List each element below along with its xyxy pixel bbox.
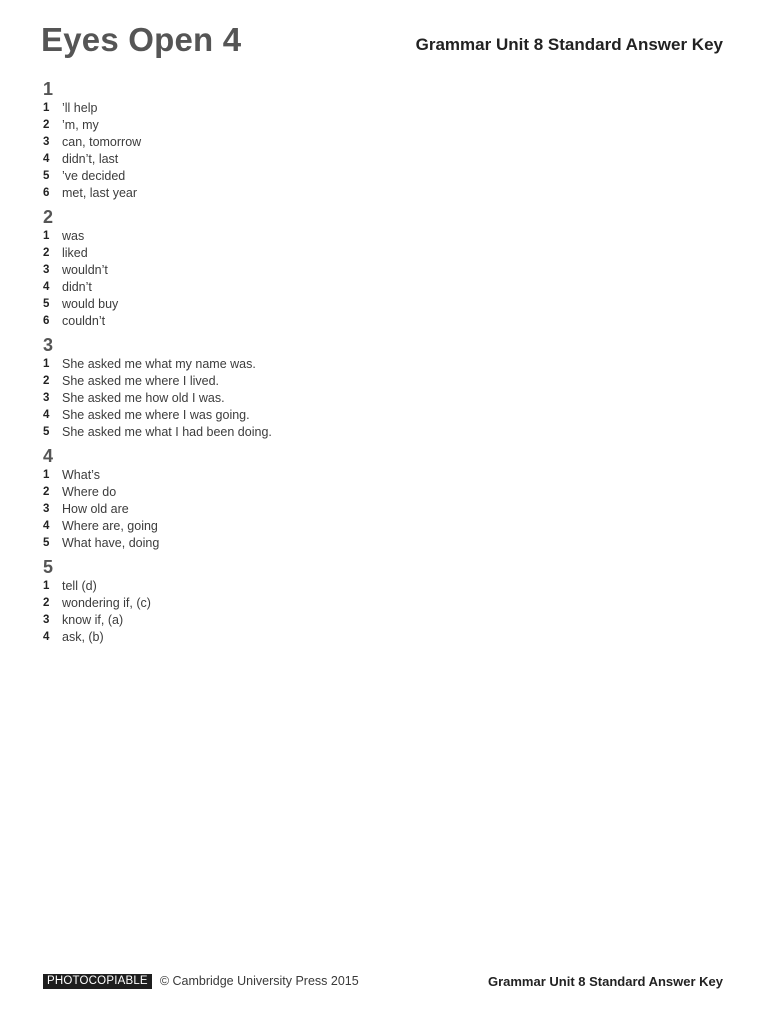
answer-number: 2 [43, 597, 50, 609]
answer-number: 4 [43, 631, 50, 643]
answer-text: met, last year [62, 186, 138, 200]
answer-text: She asked me what I had been doing. [62, 425, 272, 439]
answer-text: wondering if, (c) [62, 596, 151, 610]
answer-item [43, 313, 443, 330]
answer-item [43, 535, 443, 552]
answer-number: 5 [43, 426, 50, 438]
answer-key-content [43, 78, 443, 650]
answer-text: tell (d) [62, 579, 97, 593]
exercise-section [43, 445, 443, 552]
answer-number: 2 [43, 375, 50, 387]
answer-item [43, 424, 443, 441]
answer-item [43, 484, 443, 501]
answer-number: 4 [43, 281, 50, 293]
answer-text: can, tomorrow [62, 135, 142, 149]
answer-text: liked [62, 246, 88, 260]
answer-number: 5 [43, 170, 50, 182]
answer-text: What’s [62, 468, 100, 482]
answer-number: 3 [43, 503, 50, 515]
answer-number: 6 [43, 315, 50, 327]
answer-text: wouldn’t [62, 263, 108, 277]
answer-number: 5 [43, 298, 50, 310]
answer-item [43, 100, 443, 117]
exercise-section [43, 78, 443, 202]
exercise-number: 3 [43, 335, 54, 355]
exercise-number: 2 [43, 207, 54, 227]
answer-text: What have, doing [62, 536, 160, 550]
answer-list [43, 578, 443, 646]
answer-text: would buy [62, 297, 119, 311]
answer-number: 1 [43, 469, 50, 481]
answer-text: know if, (a) [62, 613, 124, 627]
answer-number: 1 [43, 358, 50, 370]
answer-number: 5 [43, 537, 50, 549]
answer-item [43, 151, 443, 168]
answer-number: 4 [43, 520, 50, 532]
answer-item [43, 185, 443, 202]
answer-text: couldn’t [62, 314, 106, 328]
answer-item [43, 373, 443, 390]
answer-text: ’m, my [62, 118, 99, 132]
answer-text: ask, (b) [62, 630, 104, 644]
answer-item [43, 578, 443, 595]
answer-item [43, 595, 443, 612]
answer-text: She asked me what my name was. [62, 357, 256, 371]
answer-number: 3 [43, 392, 50, 404]
brand-title: Eyes Open 4 [41, 21, 242, 58]
footer-title: Grammar Unit 8 Standard Answer Key [487, 973, 723, 989]
answer-item [43, 390, 443, 407]
answer-number: 3 [43, 614, 50, 626]
answer-list [43, 467, 443, 552]
exercise-section [43, 334, 443, 441]
answer-number: 1 [43, 580, 50, 592]
answer-number: 4 [43, 409, 50, 421]
answer-text: Where are, going [62, 519, 158, 533]
answer-item [43, 501, 443, 518]
answer-item [43, 612, 443, 629]
answer-item [43, 228, 443, 245]
answer-number: 2 [43, 119, 50, 131]
answer-number: 1 [43, 102, 50, 114]
answer-list [43, 356, 443, 441]
answer-item [43, 629, 443, 646]
answer-number: 6 [43, 187, 50, 199]
answer-text: ’ve decided [62, 169, 126, 183]
answer-item [43, 296, 443, 313]
exercise-section [43, 556, 443, 646]
answer-item [43, 245, 443, 262]
answer-item [43, 134, 443, 151]
answer-text: She asked me how old I was. [62, 391, 225, 405]
answer-text: Where do [62, 485, 117, 499]
answer-text: didn’t [62, 280, 92, 294]
answer-number: 2 [43, 486, 50, 498]
answer-number: 4 [43, 153, 50, 165]
answer-list [43, 228, 443, 330]
answer-item [43, 279, 443, 296]
answer-text: She asked me where I was going. [62, 408, 250, 422]
answer-number: 3 [43, 136, 50, 148]
answer-list [43, 100, 443, 202]
answer-text: was [62, 229, 85, 243]
answer-item [43, 168, 443, 185]
answer-text: She asked me where I lived. [62, 374, 220, 388]
answer-number: 3 [43, 264, 50, 276]
answer-text: How old are [62, 502, 129, 516]
answer-item [43, 518, 443, 535]
answer-number: 2 [43, 247, 50, 259]
page-title: Grammar Unit 8 Standard Answer Key [415, 35, 723, 54]
photocopiable-badge: PHOTOCOPIABLE [43, 974, 152, 989]
page-footer [43, 972, 723, 990]
exercise-number: 4 [43, 446, 54, 466]
answer-item [43, 407, 443, 424]
answer-item [43, 356, 443, 373]
answer-text: didn’t, last [62, 152, 119, 166]
exercise-section [43, 206, 443, 330]
copyright-notice: © Cambridge University Press 2015 [159, 974, 359, 988]
exercise-number: 5 [43, 557, 54, 577]
answer-item [43, 262, 443, 279]
exercise-number: 1 [43, 79, 54, 99]
answer-item [43, 467, 443, 484]
answer-number: 1 [43, 230, 50, 242]
answer-item [43, 117, 443, 134]
answer-text: ’ll help [62, 101, 98, 115]
